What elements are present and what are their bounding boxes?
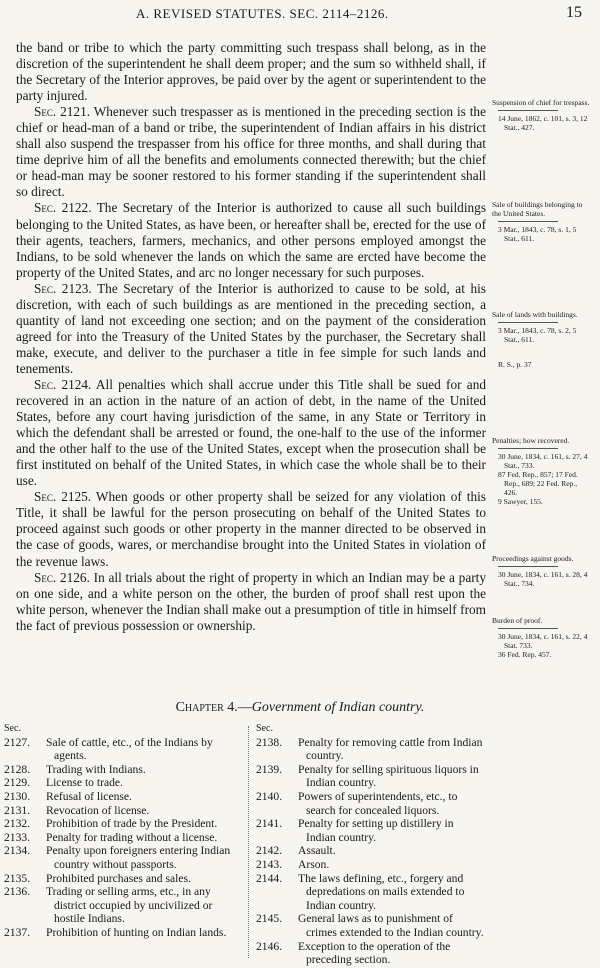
paragraph-continuation: the band or tribe to which the party committing such trespass shall belong, as in the discretion of the superintendent he shall deem proper; and the sum so withheld shall, if the Secretary of the Interior approves, be paid over by the agent or superintendent to the party injured. [16, 40, 486, 104]
margin-note-sale-buildings: Sale of buildings belonging to the United States. 3 Mar., 1843, c. 78, s. 1, 5 Stat., 611. [492, 200, 583, 243]
section-2121: Sec. 2121. Whenever such trespasser as is mentioned in the preceding section is the chief or head-man of a band or tribe, the superintendent of Indian affairs in his district shall also suspend the trespasser from his office for three months, and shall during that time deprive him of all the benefits and emoluments connected therewith; but the chief or head-man may be sooner restored to his former standing if the superintendent shall so direct. [16, 104, 486, 200]
toc-entry: 2140. Powers of superintendents, etc., to search for concealed liquors. [256, 789, 458, 817]
section-number: Sec. 2123. [34, 280, 92, 296]
toc-entry: 2141. Penalty for setting up distillery in Indian country. [256, 817, 454, 844]
margin-note-penalties: Penalties; how recovered. 30 June, 1834, c. 161, s. 27, 4 Stat., 733. 87 Fed. Rep., 857; 17 Fed. Rep., 689; 22 Fed. Rep., 426. 9 Sawyer, 155. [492, 436, 588, 506]
toc-entry: 2129. License to trade. [4, 776, 123, 790]
header-title: A. REVISED STATUTES. SEC. 2114–2126. [136, 6, 389, 21]
toc-sec-label: Sec. [4, 723, 21, 734]
toc-left-column [4, 722, 244, 940]
margin-note-proceedings: Proceedings against goods. 30 June, 1834, c. 161, s. 28, 4 Stat., 734. [492, 554, 588, 588]
toc-entry: 2143. Arson. [256, 857, 330, 871]
toc-entry: 2128. Trading with Indians. [4, 762, 146, 776]
chapter-heading [0, 700, 600, 716]
section-2122: Sec. 2122. The Secretary of the Interior is authorized to cause all such buildings belonging to the United States, as have been, or hereafter shall be, erected for the use of their agents, teachers, farmers, mechanics, and other persons employed amongst the Indians, to be sold whenever the lands on which the same are ercted have become the property of the United States, and arc no longer necessary for such purposes. [16, 200, 486, 280]
toc-entry: 2130. Refusal of license. [4, 789, 132, 803]
margin-note-suspension: Suspension of chief for trespass. 14 June, 1862, c. 101, s. 3, 12 Stat., 427. [492, 98, 590, 132]
chapter-name: Government of Indian country. [251, 700, 425, 715]
section-number: Sec. 2121. [34, 104, 91, 120]
toc-entry: 2132. Prohibition of trade by the President. [4, 817, 218, 831]
section-2126: Sec. 2126. In all trials about the right of property in which an Indian may be a party on one side, and a white person on the other, the burden of proof shall rest upon the white person, whenever the Indian shall make out a presumption of title in himself from the fact of previous possession or ownership. [16, 569, 487, 633]
running-header [0, 6, 600, 26]
toc-entry: 2133. Penalty for trading without a license. [4, 830, 218, 844]
toc-entry: 2139. Penalty for selling spirituous liquors in Indian country. [256, 762, 479, 790]
section-number: Sec. 2124. [34, 376, 92, 392]
toc-entry: 2135. Prohibited purchases and sales. [4, 871, 191, 885]
toc-entry: 2131. Revocation of license. [4, 803, 150, 817]
margin-note-sale-lands: Sale of lands with buildings. 3 Mar., 1843, c. 78, s. 2, 5 Stat., 611. R. S., p. 37 [492, 310, 578, 369]
chapter-label: Chapter 4.— [175, 700, 252, 715]
margin-note-burden-of-proof: Burden of proof. 30 June, 1834, c. 161, s. 22, 4 Stat. 733. 36 Fed. Rep. 457. [492, 616, 588, 659]
toc-entry: 2137. Prohibition of hunting on Indian lands. [4, 925, 227, 939]
page-number: 15 [566, 4, 582, 21]
section-number: Sec. 2122. [34, 200, 92, 216]
section-2124: Sec. 2124. All penalties which shall accrue under this Title shall be sued for and recovered in an action in the nature of an action of debt, in the name of the United States, before any court having jurisdiction of the same, in any State or Territory in which the defendant shall be arrested or found, the one-half to the use of the informer and the other half to the use of the United States, except when the prosecution shall be first instituted on behalf of the United States, in which case the whole shall be to their use. [16, 376, 487, 489]
toc-entry: 2127. Sale of cattle, etc., of the Indians by agents. [4, 735, 213, 763]
toc-sec-label: Sec. [256, 723, 273, 734]
toc-entry: 2134. Penalty upon foreigners entering Indian country without passports. [4, 844, 231, 871]
section-2125: Sec. 2125. When goods or other property shall be seized for any violation of this Title, it shall be lawful for the person prosecuting on behalf of the United States to proceed against such goods or other property in the manner directed to be observed in the case of goods, wares, or merchandise brought into the United States in violation of the revenue laws. [16, 489, 486, 569]
section-number: Sec. 2126. [34, 569, 90, 585]
toc-right-column [256, 722, 486, 967]
section-2123: Sec. 2123. The Secretary of the Interior is authorized to cause to be sold, at his discretion, with each of such buildings as are mentioned in the preceding section, a quantity of land not exceeding one section; and on the payment of the consideration agreed for into the Treasury of the United States by the purchaser, the Secretary shall make, execute, and deliver to the purchaser a title in fee simple for such lands and tenements. [16, 280, 486, 376]
toc-entry: 2145. General laws as to punishment of crimes extended to the Indian country. [256, 912, 484, 939]
toc-entry: 2142. Assault. [256, 844, 336, 858]
toc-entry: 2146. Exception to the operation of the preceding section. [256, 939, 451, 967]
section-number: Sec. 2125. [34, 489, 92, 505]
statute-text [16, 40, 486, 634]
toc-entry: 2136. Trading or selling arms, etc., in any district occupied by uncivilized or hostile Indians. [4, 885, 213, 926]
toc-entry: 2144. The laws defining, etc., forgery and depredations on mails extended to Indian country. [256, 871, 465, 912]
toc-entry: 2138. Penalty for removing cattle from Indian country. [256, 735, 483, 763]
column-divider [248, 726, 249, 958]
